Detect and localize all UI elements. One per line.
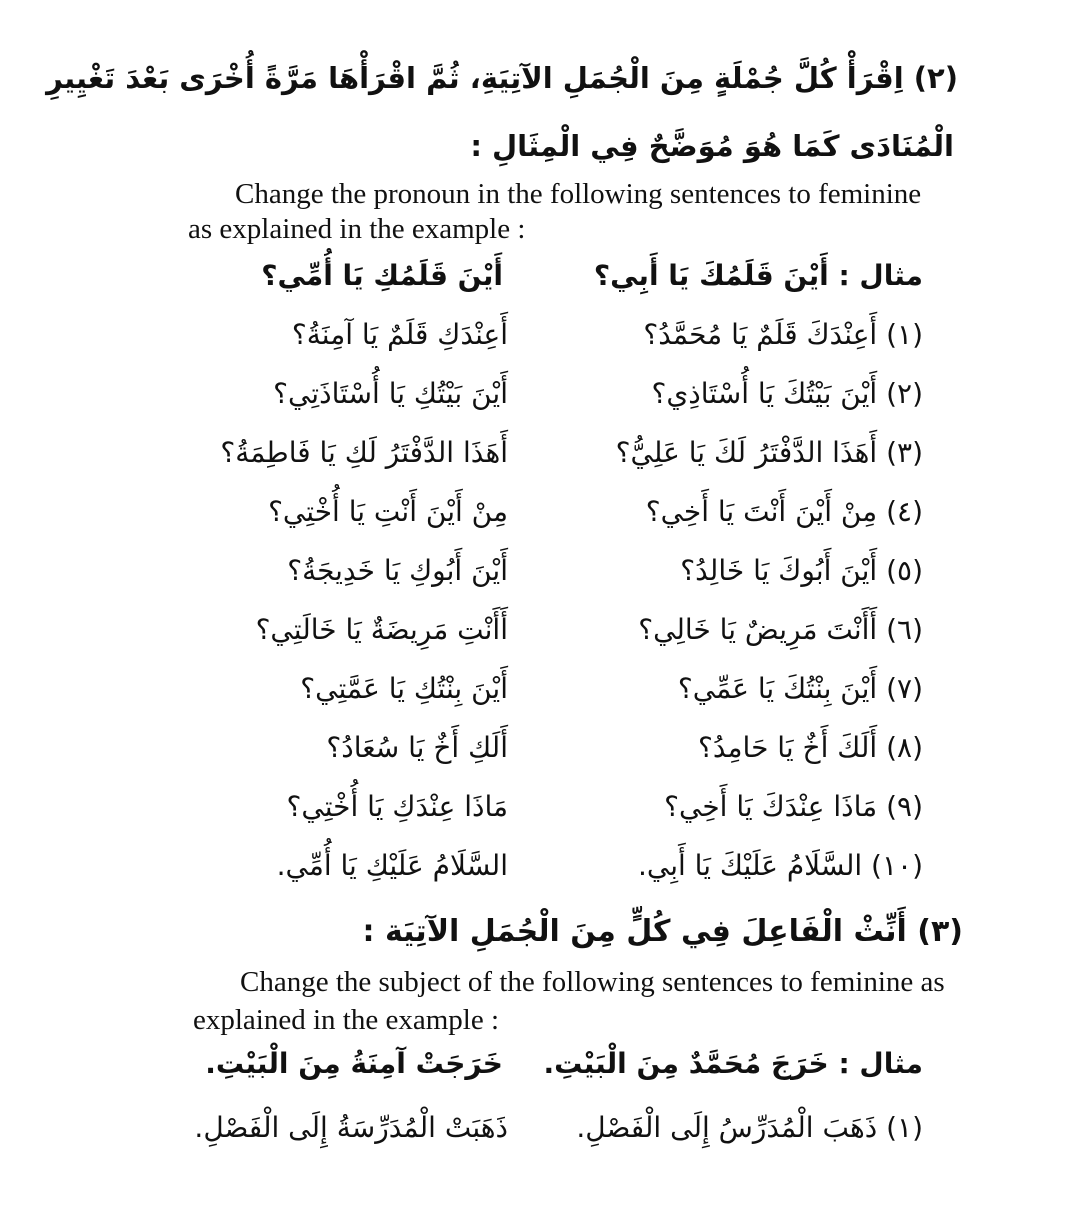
item-feminine-sentence: أَلَكِ أَخٌ يَا سُعَادُ؟ — [326, 731, 508, 764]
item-original-sentence: (٢) أَيْنَ بَيْتُكَ يَا أُسْتَاذِي؟ — [651, 377, 923, 410]
exercise-item — [0, 608, 1078, 652]
exercise-item — [0, 372, 1078, 416]
item-original-sentence: (٦) أَأَنْتَ مَرِيضٌ يَا خَالِي؟ — [638, 613, 923, 646]
exercise3-instruction-english-line2: explained in the example : — [193, 1004, 500, 1036]
item-original-sentence: (٥) أَيْنَ أَبُوكَ يَا خَالِدُ؟ — [680, 554, 923, 587]
item-original-sentence: (٤) مِنْ أَيْنَ أَنْتَ يَا أَخِي؟ — [645, 495, 923, 528]
exercise-item — [0, 844, 1078, 888]
exercise-item — [0, 726, 1078, 770]
item-feminine-sentence: أَهَذَا الدَّفْتَرُ لَكِ يَا فَاطِمَةُ؟ — [220, 436, 508, 469]
item-feminine-sentence: أَأَنْتِ مَرِيضَةٌ يَا خَالَتِي؟ — [255, 613, 508, 646]
item-original-sentence: (١٠) السَّلَامُ عَلَيْكَ يَا أَبِي. — [637, 849, 923, 882]
item-original-sentence: (٨) أَلَكَ أَخٌ يَا حَامِدُ؟ — [698, 731, 923, 764]
item-feminine-sentence: السَّلَامُ عَلَيْكِ يَا أُمِّي. — [276, 849, 508, 882]
exercise2-instruction-english-line1: Change the pronoun in the following sentences to feminine — [235, 178, 922, 210]
item-feminine-sentence: أَعِنْدَكِ قَلَمٌ يَا آمِنَةُ؟ — [291, 318, 508, 351]
exercise3-example-row — [0, 1042, 1078, 1086]
exercise2-instruction-arabic-line2: الْمُنَادَى كَمَا هُوَ مُوَضَّحٌ فِي الْمِثَالِ : — [470, 129, 954, 163]
example-feminine-sentence: خَرَجَتْ آمِنَةُ مِنَ الْبَيْتِ. — [205, 1047, 503, 1080]
item-feminine-sentence: أَيْنَ بِنْتُكِ يَا عَمَّتِي؟ — [300, 672, 508, 705]
exercise2-instruction-arabic-line1: (٢) اِقْرَأْ كُلَّ جُمْلَةٍ مِنَ الْجُمَلِ الآتِيَةِ، ثُمَّ اقْرَأْهَا مَرَّةً أُخْرَى بَعْدَ تَغْيِيرِ — [46, 61, 958, 95]
item-feminine-sentence: أَيْنَ أَبُوكِ يَا خَدِيجَةُ؟ — [287, 554, 508, 587]
exercise-item — [0, 431, 1078, 475]
item-feminine-sentence: مَاذَا عِنْدَكِ يَا أُخْتِي؟ — [286, 790, 508, 823]
item-feminine-sentence: ذَهَبَتْ الْمُدَرِّسَةُ إِلَى الْفَصْلِ. — [194, 1111, 508, 1144]
example-original-sentence: مثال : خَرَجَ مُحَمَّدٌ مِنَ الْبَيْتِ. — [543, 1047, 923, 1080]
item-feminine-sentence: مِنْ أَيْنَ أَنْتِ يَا أُخْتِي؟ — [268, 495, 508, 528]
item-original-sentence: (٩) مَاذَا عِنْدَكَ يَا أَخِي؟ — [664, 790, 923, 823]
exercise2-example-row — [0, 254, 1078, 298]
example-feminine-sentence: أَيْنَ قَلَمُكِ يَا أُمِّي؟ — [261, 259, 503, 292]
exercise-item — [0, 1106, 1078, 1150]
item-original-sentence: (١) ذَهَبَ الْمُدَرِّسُ إِلَى الْفَصْلِ. — [576, 1111, 923, 1144]
exercise-item — [0, 549, 1078, 593]
exercise3-instruction-english-line1: Change the subject of the following sentences to feminine as — [240, 966, 945, 998]
exercise-item — [0, 667, 1078, 711]
exercise-item — [0, 785, 1078, 829]
exercise3-instruction-arabic: (٣) أَنِّثْ الْفَاعِلَ فِي كُلٍّ مِنَ الْجُمَلِ الآتِيَة : — [362, 914, 963, 949]
exercise-item — [0, 313, 1078, 357]
example-original-sentence: مثال : أَيْنَ قَلَمُكَ يَا أَبِي؟ — [593, 259, 923, 292]
item-original-sentence: (٧) أَيْنَ بِنْتُكَ يَا عَمِّي؟ — [677, 672, 923, 705]
item-feminine-sentence: أَيْنَ بَيْتُكِ يَا أُسْتَاذَتِي؟ — [273, 377, 508, 410]
item-original-sentence: (٣) أَهَذَا الدَّفْتَرُ لَكَ يَا عَلِيُّ؟ — [615, 436, 923, 469]
item-original-sentence: (١) أَعِنْدَكَ قَلَمٌ يَا مُحَمَّدُ؟ — [643, 318, 923, 351]
exercise2-instruction-english-line2: as explained in the example : — [188, 213, 526, 245]
exercise-item — [0, 490, 1078, 534]
